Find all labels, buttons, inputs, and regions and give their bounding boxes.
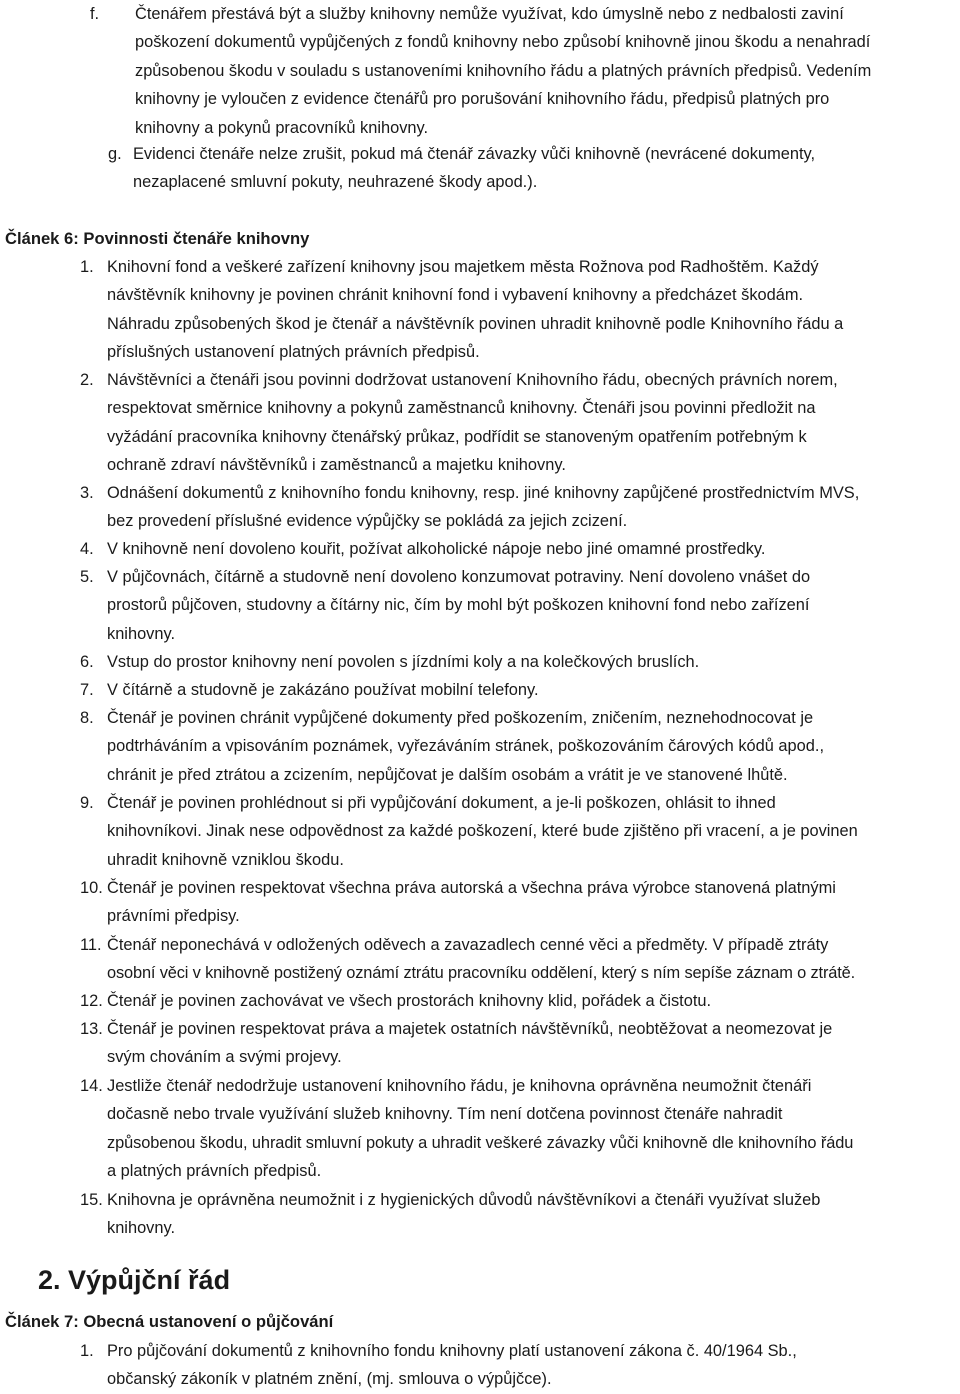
list-marker: 8. [80,709,94,727]
list-item-text [107,874,836,931]
text-line: Čtenář je povinen zachovávat ve všech prostorách knihovny klid, pořádek a čistotu. [107,992,712,1010]
list-item-text [107,789,858,874]
list-item-text [107,676,539,704]
list-marker: 4. [80,540,94,558]
text-line: Čtenář je povinen respektovat všechna práva autorská a všechna práva výrobce stanovená platnými [107,879,836,897]
text-line: nezaplacené smluvní pokuty, neuhrazené škody apod.). [133,173,538,192]
list-marker: 9. [80,794,94,812]
text-line: příslušných ustanovení platných právních předpisů. [107,343,480,362]
list-item-text [107,563,810,648]
text-line: bez provedení příslušné evidence výpůjčky se pokládá za jejich zcizení. [107,512,628,531]
list-marker: 14. [80,1077,103,1095]
list-marker: 1. [80,258,94,276]
list-marker: 10. [80,879,103,897]
text-line: Pro půjčování dokumentů z knihovního fondu knihovny platí ustanovení zákona č. 40/1964 Sb., [107,1342,797,1360]
text-line: a platných právních předpisů. [107,1162,322,1181]
list-marker: 1. [80,1342,94,1360]
text-line: svým chováním a svými projevy. [107,1048,342,1067]
list-item-text [107,535,765,563]
list-marker: 5. [80,568,94,586]
text-line: ochraně zdraví návštěvníků i zaměstnanců a majetku knihovny. [107,456,566,475]
text-line: respektovat směrnice knihovny a pokynů zaměstnanců knihovny. Čtenáři jsou povinni předložit na [107,399,816,418]
section-heading: 2. Výpůjční řád [38,1265,231,1295]
text-line: poškození dokumentů vypůjčených z fondů knihovny nebo způsobí knihovně jinou škodu a nenahradí [135,33,871,52]
text-line: prostorů půjčoven, studovny a čítárny nic, čím by mohl být poškozen knihovní fond nebo zařízení [107,596,810,615]
list-marker: f. [90,5,100,23]
text-line: Evidenci čtenáře nelze zrušit, pokud má čtenář závazky vůči knihovně (nevrácené dokumenty, [133,145,816,163]
text-line: Jestliže čtenář nedodržuje ustanovení knihovního řádu, je knihovna oprávněna neumožnit čtenáři [107,1077,812,1095]
text-line: knihovny a pokynů pracovníků knihovny. [135,118,429,137]
list-item-text [107,704,824,789]
list-marker: 6. [80,653,94,671]
list-marker: g. [108,145,122,163]
list-item-text [107,987,711,1015]
list-marker: 13. [80,1020,103,1038]
list-item-text [107,1337,797,1394]
text-line: Odnášení dokumentů z knihovního fondu knihovny, resp. jiné knihovny zapůjčené prostřednictvím MVS, [107,484,860,502]
text-line: vyžádání pracovníka knihovny čtenářský průkaz, podřídit se stanoveným opatřením potřebným k [107,427,807,446]
list-item-text [107,931,855,988]
text-line: chránit je před ztrátou a zcizením, nepůjčovat je dalším osobám a vrátit je ve stanovené lhůtě. [107,765,788,784]
list-item-text [135,0,871,142]
text-line: knihovny. [107,1219,176,1238]
text-line: osobní věci v knihovně postižený oznámí ztrátu pracovníku oddělení, který s ním sepíše záznam o ztrátě. [107,964,856,983]
text-line: Čtenář neponechává v odložených oděvech a zavazadlech cenné věci a předměty. V případě ztráty [107,936,829,954]
text-line: Knihovní fond a veškeré zařízení knihovny jsou majetkem města Rožnova pod Radhoštěm. Každý [107,258,819,276]
list-item-text [107,366,838,480]
text-line: Návštěvníci a čtenáři jsou povinni dodržovat ustanovení Knihovního řádu, obecných právních norem, [107,371,838,389]
list-item-text [107,253,843,367]
text-line: Čtenář je povinen chránit vypůjčené dokumenty před poškozením, zničením, neznehodnocovat je [107,709,814,727]
list-item-text [107,1186,820,1243]
text-line: návštěvník knihovny je povinen chránit knihovní fond i vybavení knihovny a předcházet škodám. [107,286,804,305]
list-marker: 2. [80,371,94,389]
text-line: Vstup do prostor knihovny není povolen s jízdními koly a na kolečkových bruslích. [107,653,700,671]
list-marker: 11. [80,936,102,954]
list-item-text [133,140,815,197]
text-line: způsobenou škodu, uhradit smluvní pokuty a uhradit veškeré závazky vůči knihovně dle knihovního řádu [107,1133,854,1152]
text-line: V čítárně a studovně je zakázáno používat mobilní telefony. [107,681,539,699]
text-line: podtrháváním a vpisováním poznámek, vyřezáváním stránek, poškozováním čárových kódů apod., [107,737,824,756]
list-item-text [107,1072,853,1186]
list-item-text [107,1015,832,1072]
text-line: právními předpisy. [107,907,240,926]
text-line: Knihovna je oprávněna neumožnit i z hygienických důvodů návštěvníkovi a čtenáři využívat služeb [107,1191,821,1209]
list-item-text [107,479,859,536]
text-line: dočasně nebo trvale využívání služeb knihovny. Tím není dotčena povinnost čtenáře nahradit [107,1105,783,1124]
text-line: způsobenou škodu v souladu s ustanoveními knihovního řádu a platných právních předpisů. Vedením [135,61,872,80]
text-line: uhradit knihovně vzniklou škodu. [107,850,344,869]
text-line: Čtenářem přestává být a služby knihovny nemůže využívat, kdo úmyslně nebo z nedbalosti zaviní [135,5,844,23]
article-heading: Článek 7: Obecná ustanovení o půjčování [5,1312,334,1331]
list-marker: 3. [80,484,94,502]
list-marker: 15. [80,1191,103,1209]
text-line: V knihovně není dovoleno kouřit, požívat alkoholické nápoje nebo jiné omamné prostředky. [107,540,766,558]
text-line: občanský zákoník v platném znění, (mj. smlouva o výpůjčce). [107,1370,552,1389]
text-line: Čtenář je povinen respektovat práva a majetek ostatních návštěvníků, neobtěžovat a neomezovat je [107,1020,833,1038]
text-line: knihovníkovi. Jinak nese odpovědnost za každé poškození, které bude zjištěno při vracení, a je povinen [107,822,858,841]
list-marker: 7. [80,681,94,699]
text-line: V půjčovnách, čítárně a studovně není dovoleno konzumovat potraviny. Není dovoleno vnášet do [107,568,811,586]
text-line: knihovny je vyloučen z evidence čtenářů pro porušování knihovního řádu, předpisů platných pro [135,90,830,109]
text-line: Čtenář je povinen prohlédnout si při vypůjčování dokument, a je-li poškozen, ohlásit to ihned [107,794,776,812]
text-line: Náhradu způsobených škod je čtenář a návštěvník povinen uhradit knihovně podle Knihovního řádu a [107,314,844,333]
list-item-text [107,648,699,676]
text-line: knihovny. [107,624,176,643]
list-marker: 12. [80,992,103,1010]
article-heading: Článek 6: Povinnosti čtenáře knihovny [5,229,310,248]
